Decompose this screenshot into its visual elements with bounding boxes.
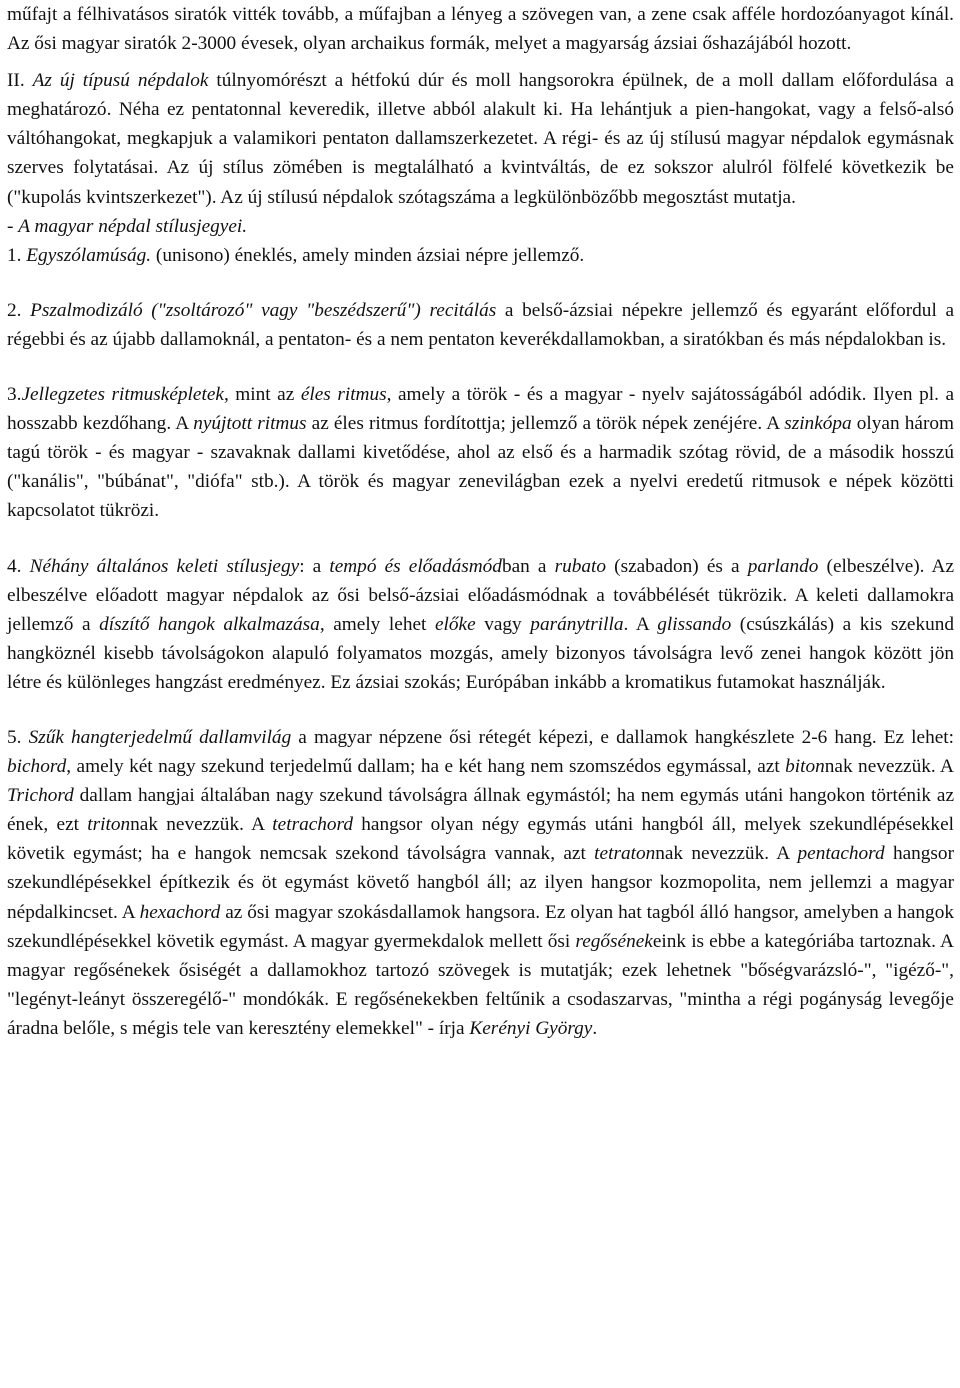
item-5-text: nak nevezzük. A xyxy=(655,843,798,865)
item-4-number: 4. xyxy=(7,555,30,577)
item-3-term: szinkópa xyxy=(784,413,852,435)
item-3-text: , mint az xyxy=(223,384,301,406)
item-3-term: éles ritmus xyxy=(300,384,387,406)
item-2-paragraph xyxy=(7,296,954,354)
item-1-number: 1. xyxy=(7,244,27,266)
subtitle-prefix: - xyxy=(7,215,19,237)
item-5-text: nak nevezzük. A xyxy=(824,756,954,778)
item-3-term: Jellegzetes ritmusképletek xyxy=(21,384,224,406)
item-5-term: Szűk hangterjedelmű dallamvilág xyxy=(28,726,292,748)
item-3-number: 3. xyxy=(7,384,22,406)
section-number: II. xyxy=(7,70,25,92)
spacer xyxy=(7,354,954,380)
item-1-text: (unisono) éneklés, amely minden ázsiai népre jellemző. xyxy=(151,244,585,266)
item-5-term: tetraton xyxy=(594,843,656,865)
item-4-text: (csúszkálás) a kis szekund hangköznél kisebb távolságokon alapuló folyamatos mozgás, amely bizonyos távolságra levő zenei hangok között jön létre és különleges hangzást eredményez. Ez ázsiai szokás; Európában inkább a kromatikus futamokat használják. xyxy=(7,613,955,693)
item-3-paragraph xyxy=(7,380,954,525)
author-name: Kerényi György xyxy=(469,1017,593,1039)
section-text: túlnyomórészt a hétfokú dúr és moll hangsorokra épülnek, de a moll dallam előfordulása a meghatározó. Néha ez pentatonnal keveredik, illetve abból alakult ki. Ha lehántjuk a pien-hangokat, vagy a felső-alsó váltóhangokat, megkapjuk a valamikori pentaton dallamszerkezetet. A régi- és az új stílusú magyar népdalok egymásnak szerves folytatásai. Az új stílus zömében is megtalálható a kvintváltás, de ez sokszor alulról fölfelé következik be ("kupolás kvintszerkezet"). Az új stílusú népdalok szótagszáma a legkülönbözőbb megosztást mutatja. xyxy=(7,70,954,208)
spacer xyxy=(7,270,954,296)
item-2-term: Pszalmodizáló ("zsoltározó" vagy "beszédszerű") recitálás xyxy=(30,299,497,321)
item-5-text: nak nevezzük. A xyxy=(130,814,273,836)
item-4-text: (elbeszélve). Az elbeszélve előadott magyar népdalok az ősi belső-ázsiai előadásmódnak a továbbélését tükrözik. A keleti dallamokra jellemző a xyxy=(7,555,955,635)
item-4-term: rubato xyxy=(554,555,607,577)
document-page xyxy=(7,0,954,1043)
item-5-number: 5. xyxy=(7,726,29,748)
item-2-number: 2. xyxy=(7,299,31,321)
item-2-text: a belső-ázsiai népekre jellemző és egyaránt előfordul a régebbi és az újabb dallamoknál, a pentaton- és a nem pentaton keverékdallamokban, a siratókban és más népdalokban is. xyxy=(7,299,955,350)
item-4-term: előke xyxy=(434,613,476,635)
item-4-text: ban a xyxy=(501,555,555,577)
item-1-paragraph xyxy=(7,241,954,270)
item-5-text: . xyxy=(592,1017,598,1039)
intro-paragraph: műfajt a félhivatásos siratók vitték tovább, a műfajban a lényeg a szövegen van, a zene csak afféle hordozóanyagot kínál. Az ősi magyar siratók 2-3000 évesek, olyan archaikus formák, melyet a magyarság ázsiai őshazájából hozott. xyxy=(7,4,954,55)
item-5-term: tetrachord xyxy=(272,814,353,836)
item-5-term: bichord xyxy=(7,756,67,778)
item-4-term: paránytrilla xyxy=(530,613,624,635)
item-3-text: , amely a török - és a magyar - nyelv sajátosságából adódik. Ilyen pl. a hosszabb kezdőhang. A xyxy=(7,384,955,435)
item-4-text: vagy xyxy=(475,613,531,635)
section-term: Az új típusú népdalok xyxy=(32,70,209,92)
item-5-text: hangsor szekundlépésekkel építkezik és öt egymást követő hangból áll; az ilyen hangsor kozmopolita, nem jellemzi a magyar népdalkincset. A xyxy=(7,843,954,923)
item-5-text: eink is ebbe a kategóriába tartoznak. A magyar regősénekek ősiségét a dallamokhoz tartozó szövegek is mutatják; ezek lehetnek "bőségvarázsló-", "igéző-", "legényt-leányt összeregélő-" mondókák. E regősénekekben feltűnik a csodaszarvas, "mintha a régi pogányság levegője áradna belőle, s mégis tele van keresztény elemekkel" - írja xyxy=(7,930,954,1039)
item-4-term: glissando xyxy=(657,613,732,635)
item-4-text: (szabadon) és a xyxy=(606,555,748,577)
spacer xyxy=(7,697,954,723)
item-5-term: regősének xyxy=(575,930,653,952)
item-5-text: az ősi magyar szokásdallamok hangsora. Ez olyan hat tagból álló hangsor, amelyben a hangok szekundlépésekkel követik egymást. A magyar gyermekdalok mellett ősi xyxy=(7,901,954,952)
item-5-term: Trichord xyxy=(7,785,74,807)
item-1-term: Egyszólamúság. xyxy=(26,244,152,266)
item-5-paragraph xyxy=(7,723,954,1043)
spacer xyxy=(7,526,954,552)
subtitle: A magyar népdal stílusjegyei. xyxy=(18,215,248,237)
subtitle-line xyxy=(7,212,954,241)
item-4-term: Néhány általános keleti stílusjegy xyxy=(29,555,300,577)
item-3-text: az éles ritmus fordítottja; jellemző a török népek zenéjére. A xyxy=(306,413,785,435)
item-4-term: tempó és előadásmód xyxy=(329,555,502,577)
item-5-term: hexachord xyxy=(139,901,221,923)
item-5-text: hangsor olyan négy egymás utáni hangból áll, melyek szekundlépésekkel követik egymást; ha e hangok nemcsak szekond távolságra vannak, azt xyxy=(7,814,954,865)
item-5-text: , amely két nagy szekund terjedelmű dallam; ha e két hang nem szomszédos egymással, azt xyxy=(66,756,786,778)
item-4-text: . A xyxy=(623,613,658,635)
item-5-term: triton xyxy=(87,814,131,836)
section-2-paragraph xyxy=(7,66,954,211)
item-4-term: parlando xyxy=(747,555,819,577)
item-4-term: díszítő hangok alkalmazása xyxy=(99,613,320,635)
item-5-term: pentachord xyxy=(797,843,885,865)
item-4-text: : a xyxy=(299,555,330,577)
item-5-text: dallam hangjai általában nagy szekund távolságra állnak egymástól; ha nem egymás utáni hangokon történik az ének, ezt xyxy=(7,785,954,836)
item-5-term: biton xyxy=(785,756,825,778)
item-3-term: nyújtott ritmus xyxy=(193,413,307,435)
item-4-text: , amely lehet xyxy=(319,613,435,635)
item-3-text: olyan három tagú török - és magyar - szavaknak dallami kivetődése, ahol az első és a harmadik szótag rövid, de a második hosszú ("kanális", "búbánat", "diófa" stb.). A török és magyar zenevilágban ezek a nyelvi eredetű ritmusok e népek közötti kapcsolatot tükrözi. xyxy=(7,413,955,522)
item-5-text: a magyar népzene ősi rétegét képezi, e dallamok hangkészlete 2-6 hang. Ez lehet: xyxy=(291,726,955,748)
item-4-paragraph xyxy=(7,552,954,697)
